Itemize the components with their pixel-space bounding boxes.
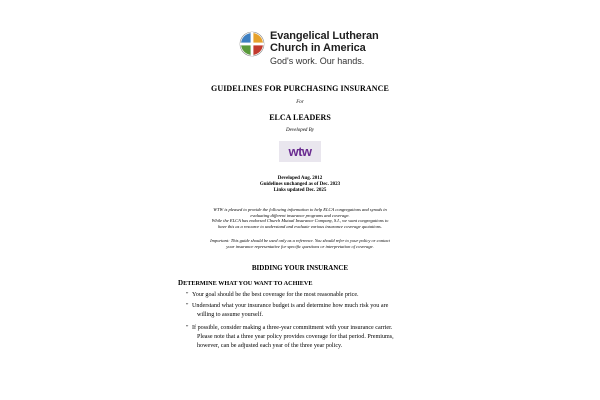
section-heading: BIDDING YOUR INSURANCE — [251, 264, 349, 272]
developed-by-label: Developed By — [286, 128, 314, 133]
bullet-mark: " — [186, 292, 189, 298]
elca-logo-text — [270, 30, 379, 67]
bullet-line: Your goal should be the best coverage for the most reasonable price. — [192, 292, 359, 298]
bullet-line: Please note that a three year policy provides coverage for that period. Premiums, — [197, 334, 394, 341]
subsection-heading — [178, 279, 313, 287]
date-guidelines: Guidelines unchanged as of Dec. 2023 — [259, 182, 341, 187]
intro-line: WTW is pleased to provide the following information to help ELCA congregations and synods in — [213, 207, 387, 212]
bullet-mark: " — [186, 325, 189, 331]
wtw-logo — [279, 141, 321, 162]
subsection-first-letter: D — [178, 279, 184, 287]
bullet-line: Understand what your insurance budget is and determine how much risk you are — [192, 303, 389, 309]
date-developed: Developed Aug. 2012 — [277, 176, 323, 181]
bullet-line: however, can be adjusted each year of the three year policy. — [197, 343, 343, 350]
logo-line-2: Church in America — [270, 42, 366, 54]
intro-line: evaluating different insurance programs and coverage. — [250, 212, 350, 218]
intro-line: have this as a resource to understand and evaluate various insurance coverage quotations. — [218, 223, 382, 229]
wtw-logo-text: wtw — [288, 144, 312, 159]
subsection-rest: ETERMINE WHAT YOU WANT TO ACHIEVE — [183, 280, 313, 287]
bullet-mark: " — [186, 303, 189, 309]
important-line: Important: This guide should be used only as a reference. You should refer to your policy or contact — [210, 238, 390, 243]
logo-tagline: God's work. Our hands. — [270, 56, 365, 66]
intro-line: While the ELCA has endorsed Church Mutual Insurance Company, S.I., we want congregations to — [211, 218, 389, 224]
elca-cross-icon — [238, 30, 266, 58]
bullet-line: If possible, consider making a three-year commitment with your insurance carrier. — [192, 325, 393, 331]
date-links: Links updated Dec. 2025 — [273, 188, 327, 193]
for-label: For — [296, 100, 304, 105]
intro-paragraph — [180, 207, 420, 229]
document-title: GUIDELINES FOR PURCHASING INSURANCE — [211, 84, 389, 93]
bullet-line: willing to assume yourself. — [197, 312, 264, 319]
logo-line-1: Evangelical Lutheran — [270, 30, 379, 42]
dates-block — [0, 176, 600, 194]
important-line: your insurance representative for specific questions or interpretation of coverage. — [226, 243, 374, 249]
audience-heading: ELCA LEADERS — [269, 113, 331, 122]
elca-logo — [238, 30, 378, 66]
important-note — [180, 238, 420, 249]
